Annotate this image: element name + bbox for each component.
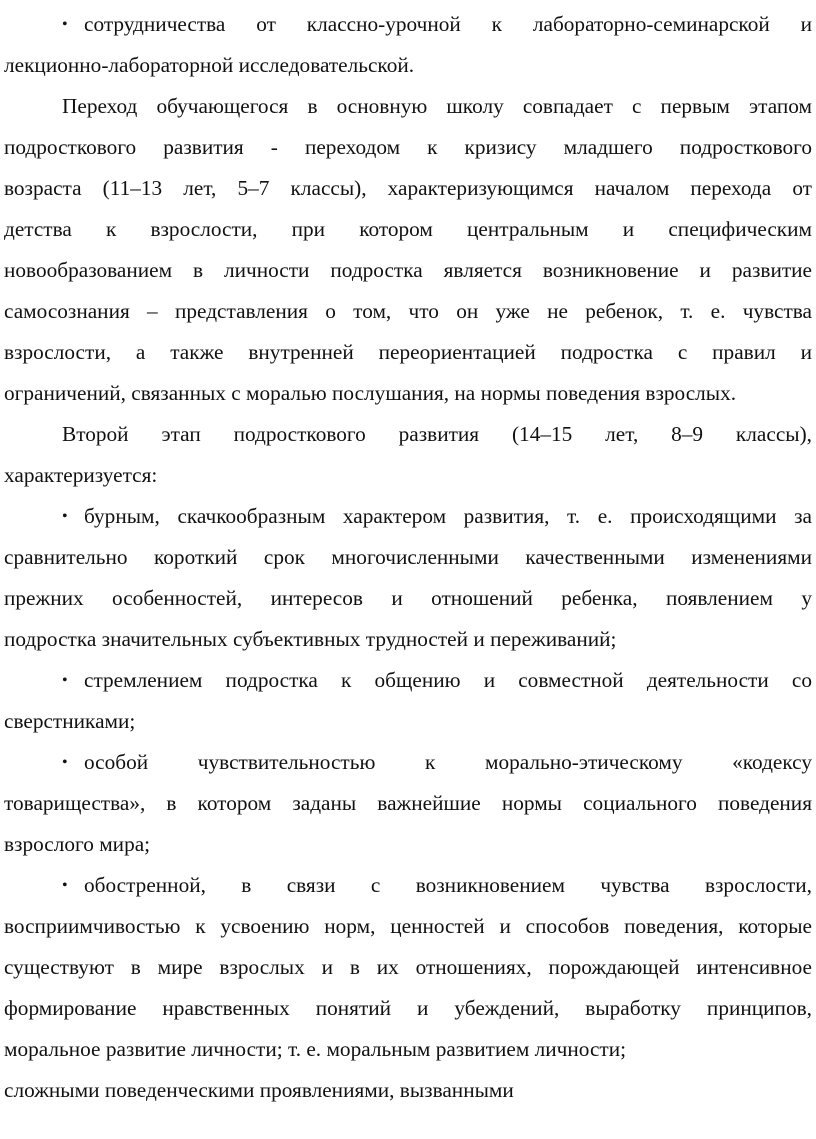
line-text: самосознания – представления о том, что он уже не ребенок, т. е. чувства bbox=[4, 299, 812, 323]
line-text: сотрудничества от классно-урочной к лабораторно-семинарской и bbox=[84, 12, 812, 36]
line-text: характеризуется: bbox=[4, 463, 158, 487]
text-line bbox=[4, 291, 812, 332]
line-text: бурным, скачкообразным характером развития, т. е. происходящими за bbox=[84, 504, 812, 528]
text-line bbox=[4, 414, 812, 455]
line-text: сложными поведенческими проявлениями, вызванными bbox=[4, 1078, 514, 1102]
text-line bbox=[4, 127, 812, 168]
paragraph-indent bbox=[4, 86, 812, 414]
line-text: подросткового развития - переходом к кризису младшего подросткового bbox=[4, 135, 812, 159]
text-line bbox=[4, 45, 812, 86]
bullet-icon: • bbox=[62, 508, 68, 525]
line-text: формирование нравственных понятий и убеждений, выработку принципов, bbox=[4, 996, 812, 1020]
line-text: взрослости, а также внутренней переориентацией подростка с правил и bbox=[4, 340, 812, 364]
line-text: сравнительно короткий срок многочисленными качественными изменениями bbox=[4, 545, 812, 569]
paragraph-bullet bbox=[4, 660, 812, 742]
text-line bbox=[4, 783, 812, 824]
text-line bbox=[4, 373, 812, 414]
text-line bbox=[4, 824, 812, 865]
line-text: Второй этап подросткового развития (14–15 лет, 8–9 классы), bbox=[62, 422, 812, 446]
text-line bbox=[4, 1029, 812, 1070]
line-text: особой чувствительностью к морально-этическому «кодексу bbox=[84, 750, 812, 774]
text-line bbox=[4, 1070, 812, 1111]
text-line bbox=[4, 578, 812, 619]
paragraph-indent bbox=[4, 414, 812, 496]
line-text: ограничений, связанных с моралью послушания, на нормы поведения взрослых. bbox=[4, 381, 737, 405]
text-line bbox=[4, 455, 812, 496]
line-text: Переход обучающегося в основную школу совпадает с первым этапом bbox=[62, 94, 812, 118]
text-line bbox=[4, 86, 812, 127]
line-text: возраста (11–13 лет, 5–7 классы), характеризующимся началом перехода от bbox=[4, 176, 812, 200]
line-text: моральное развитие личности; т. е. моральным развитием личности; bbox=[4, 1037, 627, 1061]
bullet-icon: • bbox=[62, 16, 68, 33]
line-text: стремлением подростка к общению и совместной деятельности со bbox=[84, 668, 812, 692]
paragraph-bullet bbox=[4, 496, 812, 660]
text-line bbox=[4, 209, 812, 250]
text-line bbox=[4, 660, 812, 701]
text-line bbox=[4, 496, 812, 537]
line-text: подростка значительных субъективных трудностей и переживаний; bbox=[4, 627, 617, 651]
line-text: взрослого мира; bbox=[4, 832, 151, 856]
text-line bbox=[4, 988, 812, 1029]
text-line bbox=[4, 619, 812, 660]
bullet-icon: • bbox=[62, 754, 68, 771]
text-line bbox=[4, 537, 812, 578]
line-text: существуют в мире взрослых и в их отношениях, порождающей интенсивное bbox=[4, 955, 812, 979]
text-line bbox=[4, 250, 812, 291]
paragraph-plain bbox=[4, 1070, 812, 1111]
line-text: обостренной, в связи с возникновением чувства взрослости, bbox=[84, 873, 812, 897]
text-line bbox=[4, 701, 812, 742]
line-text: прежних особенностей, интересов и отношений ребенка, появлением у bbox=[4, 586, 812, 610]
bullet-icon: • bbox=[62, 672, 68, 689]
text-line bbox=[4, 947, 812, 988]
text-line bbox=[4, 742, 812, 783]
text-line bbox=[4, 865, 812, 906]
paragraph-bullet bbox=[4, 865, 812, 1070]
text-line bbox=[4, 906, 812, 947]
text-line bbox=[4, 332, 812, 373]
line-text: детства к взрослости, при котором центральным и специфическим bbox=[4, 217, 812, 241]
text-line bbox=[4, 4, 812, 45]
line-text: новообразованием в личности подростка является возникновение и развитие bbox=[4, 258, 812, 282]
line-text: лекционно-лабораторной исследовательской. bbox=[4, 53, 415, 77]
line-text: сверстниками; bbox=[4, 709, 136, 733]
paragraph-bullet bbox=[4, 742, 812, 865]
paragraph-bullet bbox=[4, 4, 812, 86]
text-line bbox=[4, 168, 812, 209]
line-text: товарищества», в котором заданы важнейшие нормы социального поведения bbox=[4, 791, 812, 815]
bullet-icon: • bbox=[62, 877, 68, 894]
line-text: восприимчивостью к усвоению норм, ценностей и способов поведения, которые bbox=[4, 914, 812, 938]
